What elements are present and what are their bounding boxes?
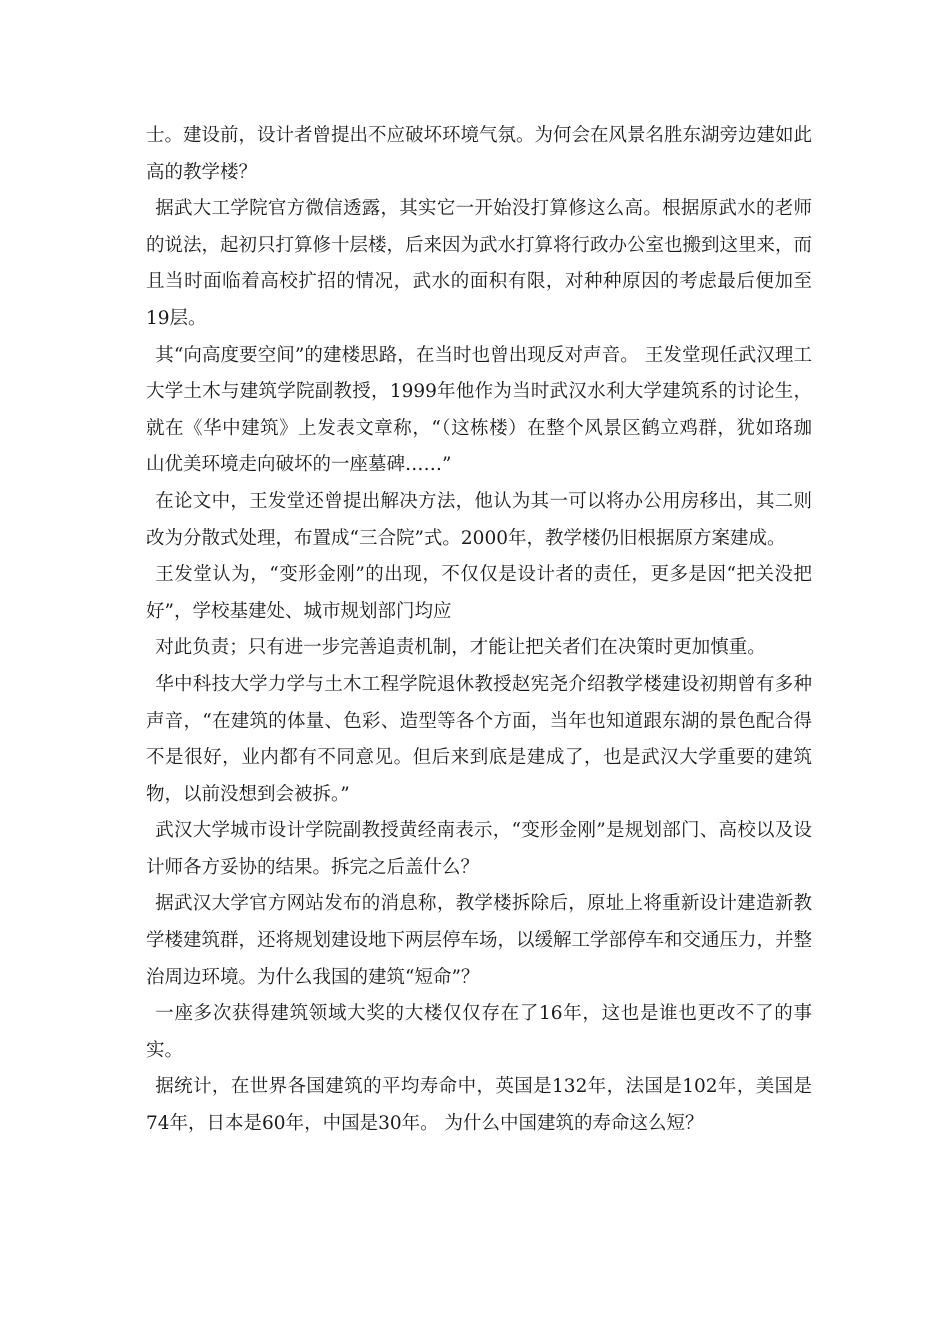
paragraph-5: 王发堂认为，“变形金刚”的出现，不仅仅是设计者的责任，更多是因“把关没把好”，学校基建处、城市规划部门均应 (146, 564, 812, 622)
article-body (146, 118, 812, 1143)
paragraph-6: 对此负责；只有进一步完善追责机制，才能让把关者们在决策时更加慎重。 (155, 637, 766, 659)
paragraph-8: 武汉大学城市设计学院副教授黄经南表示，“变形金刚”是规划部门、高校以及设计师各方妥协的结果。拆完之后盖什么？ (146, 820, 812, 878)
paragraph-10: 一座多次获得建筑领域大奖的大楼仅仅存在了16年，这也是谁也更改不了的事实。 (146, 1003, 812, 1061)
paragraph-9: 据武汉大学官方网站发布的消息称，教学楼拆除后，原址上将重新设计建造新教学楼建筑群，还将规划建设地下两层停车场，以缓解工学部停车和交通压力，并整治周边环境。为什么我国的建筑“短命”？ (146, 893, 813, 988)
paragraph-4: 在论文中，王发堂还曾提出解决方法，他认为其一可以将办公用房移出，其二则改为分散式处理，布置成“三合院”式。2000年，教学楼仍旧根据原方案建成。 (146, 490, 812, 549)
paragraph-2: 据武大工学院官方微信透露，其实它一开始没打算修这么高。根据原武水的老师的说法，起初只打算修十层楼，后来因为武水打算将行政办公室也搬到这里来，而且当时面临着高校扩招的情况，武水的面积有限，对种种原因的考虑最后便加至19层。 (146, 198, 813, 329)
paragraph-1: 士。建设前，设计者曾提出不应破坏环境气氛。为何会在风景名胜东湖旁边建如此高的教学楼？ (146, 125, 813, 183)
paragraph-7: 华中科技大学力学与土木工程学院退休教授赵宪尧介绍教学楼建设初期曾有多种声音，“在建筑的体量、色彩、造型等各个方面，当年也知道跟东湖的景色配合得不是很好，业内都有不同意见。但后来到底是建成了，也是武汉大学重要的建筑物，以前没想到会被拆。” (146, 673, 812, 805)
paragraph-3: 其“向高度要空间”的建楼思路，在当时也曾出现反对声音。 王发堂现任武汉理工大学土木与建筑学院副教授，1999年他作为当时武汉水利大学建筑系的讨论生，就在《华中建筑》上发表文章称，“（这栋楼）在整个风景区鹤立鸡群，犹如珞珈山优美环境走向破坏的一座墓碑……” (146, 344, 812, 476)
paragraph-11: 据统计，在世界各国建筑的平均寿命中，英国是132年，法国是102年，美国是74年，日本是60年，中国是30年。 为什么中国建筑的寿命这么短？ (146, 1076, 812, 1135)
